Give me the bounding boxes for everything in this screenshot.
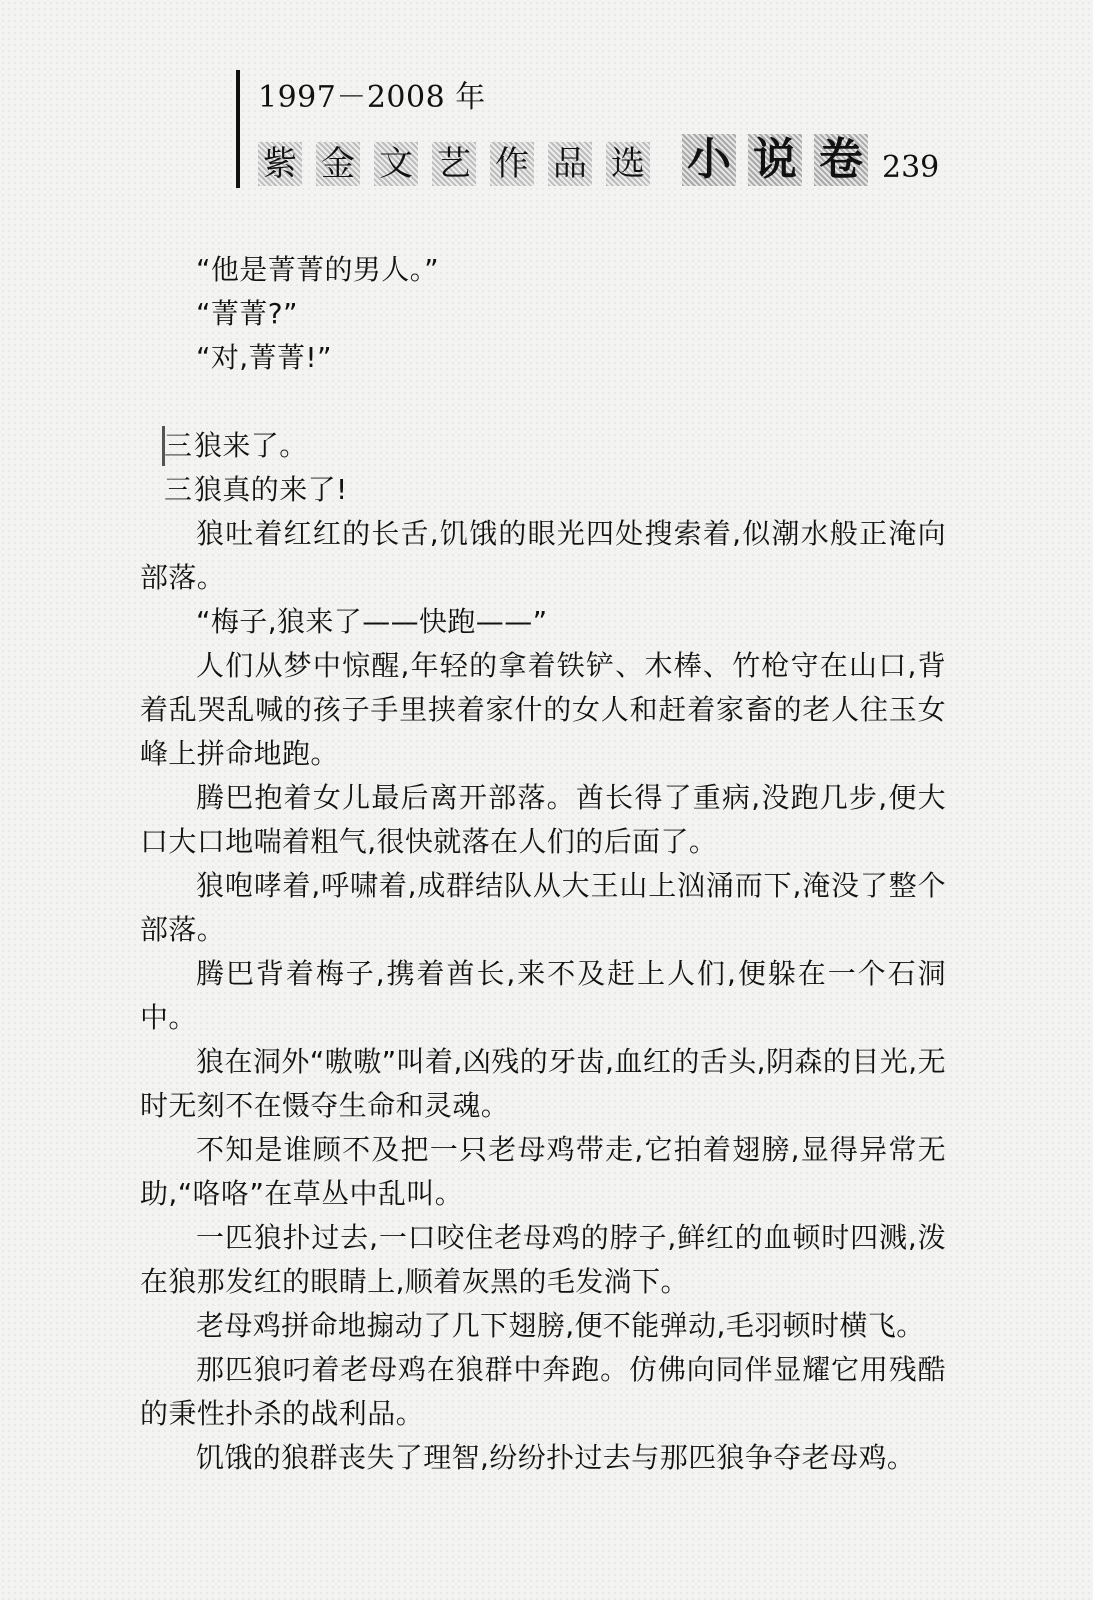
header-rule [236, 70, 240, 188]
series-char: 艺 [432, 142, 476, 186]
paragraph: 那匹狼叼着老母鸡在狼群中奔跑。仿佛向同伴显耀它用残酷的秉性扑杀的战利品。 [140, 1353, 946, 1430]
paragraph: 饥饿的狼群丧失了理智,纷纷扑过去与那匹狼争夺老母鸡。 [196, 1441, 916, 1474]
series-title [258, 134, 880, 186]
volume-char: 卷 [814, 134, 868, 186]
series-char: 作 [490, 142, 534, 186]
paragraph: 狼吐着红红的长舌,饥饿的眼光四处搜索着,似潮水般正淹向部落。 [140, 517, 946, 594]
series-char: 文 [374, 142, 418, 186]
series-char: 金 [316, 142, 360, 186]
paragraph-text: 狼来了。 [194, 429, 308, 462]
dialogue-line: “对,菁菁!” [196, 341, 332, 374]
body-text [140, 248, 946, 1480]
header-years: 1997－2008 年 [258, 80, 486, 115]
section-break [140, 380, 946, 424]
paragraph: 狼在洞外“嗷嗷”叫着,凶残的牙齿,血红的舌头,阴森的目光,无时无刻不在慑夺生命和灵魂。 [140, 1045, 946, 1122]
paragraph-text: 狼真的来了! [194, 473, 348, 506]
paragraph: 腾巴背着梅子,携着酋长,来不及赶上人们,便躲在一个石洞中。 [140, 957, 946, 1034]
paragraph: 老母鸡拼命地搧动了几下翅膀,便不能弹动,毛羽顿时横飞。 [196, 1309, 925, 1342]
series-char: 选 [606, 142, 650, 186]
dialogue-line: “梅子,狼来了——快跑——” [196, 605, 548, 638]
volume-char: 小 [682, 134, 736, 186]
series-char: 品 [548, 142, 592, 186]
page-number: 239 [882, 150, 940, 185]
section-start-line [140, 424, 946, 468]
paragraph: 一匹狼扑过去,一口咬住老母鸡的脖子,鲜红的血顿时四溅,泼在狼那发红的眼睛上,顺着灰黑的毛发淌下。 [140, 1221, 946, 1298]
dialogue-line: “菁菁?” [196, 297, 298, 330]
volume-char: 说 [748, 134, 802, 186]
paragraph: 不知是谁顾不及把一只老母鸡带走,它拍着翅膀,显得异常无助,“咯咯”在草丛中乱叫。 [140, 1133, 946, 1210]
section-number: 三 [164, 429, 193, 462]
series-char: 紫 [258, 142, 302, 186]
paragraph: 狼咆哮着,呼啸着,成群结队从大王山上汹涌而下,淹没了整个部落。 [140, 869, 946, 946]
paragraph: 人们从梦中惊醒,年轻的拿着铁铲、木棒、竹枪守在山口,背着乱哭乱喊的孩子手里挟着家什的女人和赶着家畜的老人往玉女峰上拼命地跑。 [140, 649, 946, 770]
dialogue-line: “他是菁菁的男人。” [196, 253, 440, 286]
running-header [236, 68, 956, 188]
section-line [140, 468, 946, 512]
paragraph: 腾巴抱着女儿最后离开部落。酋长得了重病,没跑几步,便大口大口地喘着粗气,很快就落在人们的后面了。 [140, 781, 946, 858]
section-mark: 三 [164, 473, 193, 506]
